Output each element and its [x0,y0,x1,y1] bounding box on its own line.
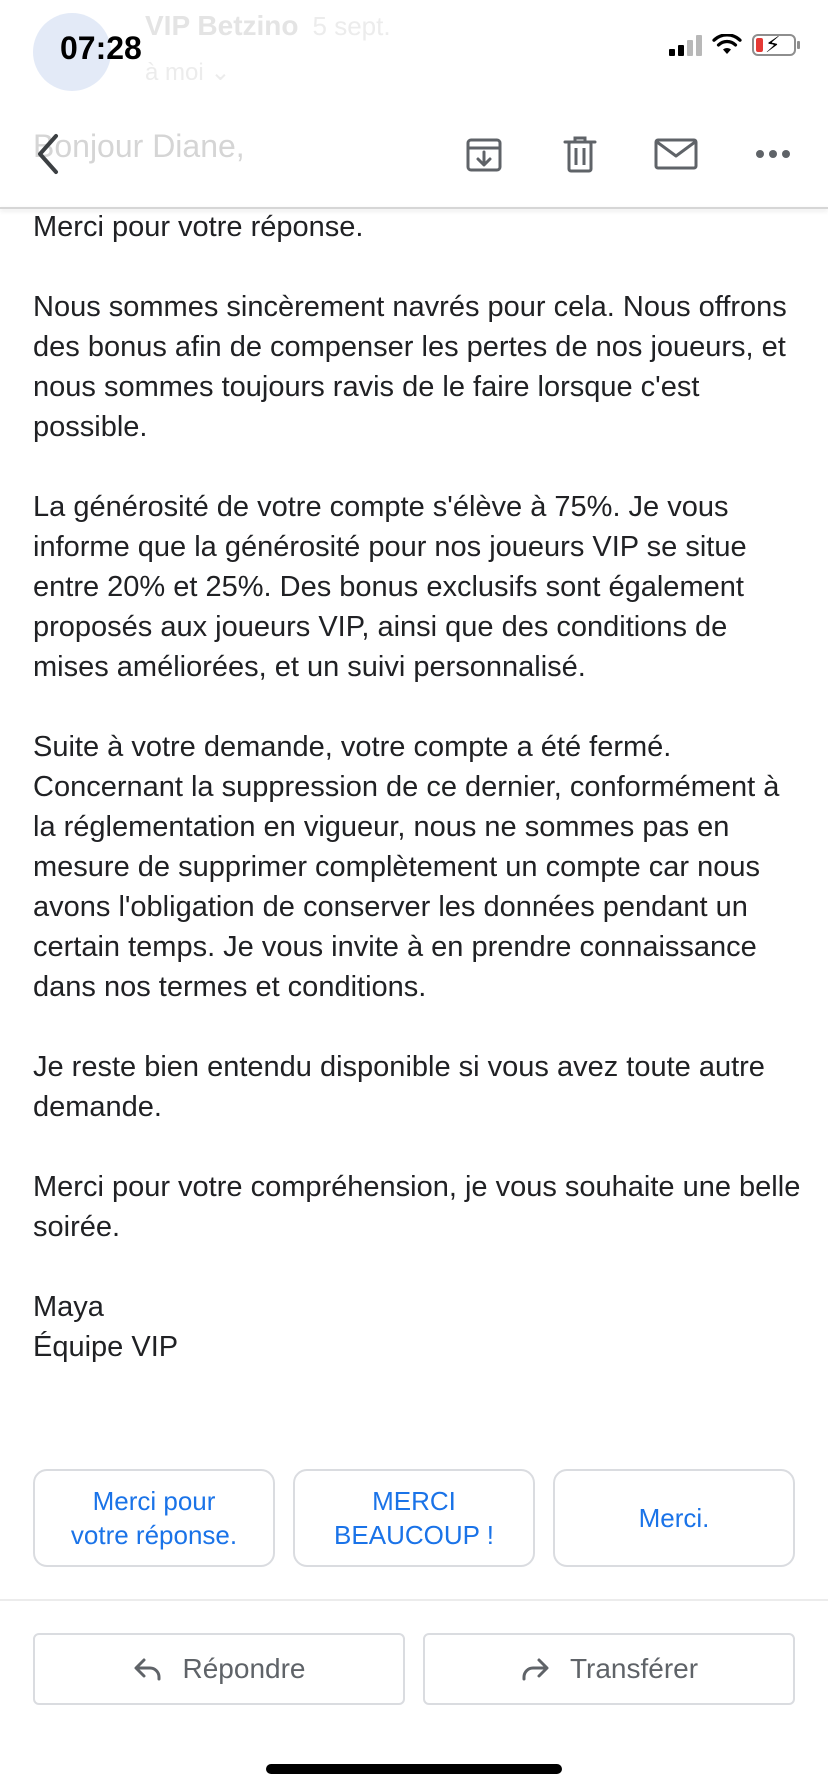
chevron-down-icon: ⌄ [210,59,231,86]
trash-icon [562,134,598,174]
forward-button[interactable] [423,1633,795,1705]
mail-icon [654,137,698,171]
wifi-icon [712,34,742,56]
sender-line [145,10,391,42]
recipient-line [145,58,230,87]
email-paragraph: Merci pour votre réponse. [33,211,364,243]
smart-reply-button[interactable] [553,1469,795,1567]
greeting-faded: Bonjour Diane, [33,128,245,164]
archive-button[interactable] [454,100,514,208]
chevron-left-icon [34,132,62,176]
section-divider [0,1599,828,1601]
email-date: 5 sept. [312,11,391,41]
reply-icon [133,1657,163,1681]
email-paragraph: Je reste bien entendu disponible si vous avez toute autre demande. [33,1051,765,1123]
email-body [33,207,803,1367]
back-button[interactable] [18,100,78,208]
email-paragraph: Nous sommes sincèrement navrés pour cela. Nous offrons des bonus afin de compenser les pertes de nos joueurs, et nous sommes toujours ravis de le faire lorsque c'est possible. [33,291,787,443]
signature-name: Maya [33,1291,104,1323]
forward-icon [520,1657,550,1681]
forward-label: Transférer [569,1653,699,1684]
smart-reply-label: Merci. [638,1503,710,1533]
status-icons [669,34,796,56]
email-paragraph: La générosité de votre compte s'élève à 75%. Je vous informe que la générosité pour nos joueurs VIP se situe entre 20% et 25%. Des bonus exclusifs sont également proposés aux joueurs VIP, ainsi que des conditions de mises améliorées, et un suivi personnalisé. [33,491,747,683]
sender-name: VIP Betzino [145,10,299,41]
more-horizontal-icon [755,149,791,159]
smart-reply-label: BEAUCOUP ! [334,1520,494,1550]
email-signature [33,1287,803,1367]
reply-label: Répondre [182,1653,306,1684]
smart-reply-label: Merci pour [92,1486,216,1516]
home-indicator [266,1764,562,1774]
archive-icon [464,134,504,174]
delete-button[interactable] [550,100,610,208]
email-toolbar [0,100,828,208]
smart-reply-button[interactable] [293,1469,535,1567]
email-paragraph: Merci pour votre compréhension, je vous souhaite une belle soirée. [33,1171,801,1243]
email-paragraph: Suite à votre demande, votre compte a été fermé. Concernant la suppression de ce dernier, conformément à la réglementation en vigueur, nous ne sommes pas en mesure de supprimer complètement un compte car nous avons l'obligation de conserver les données pendant un certain temps. Je vous invite à en prendre connaissance dans nos termes et conditions. [33,731,780,1003]
smart-reply-label: votre réponse. [70,1520,238,1550]
smart-reply-label: MERCI [372,1486,456,1516]
signature-team: Équipe VIP [33,1331,179,1363]
battery-icon: ⚡ [752,34,796,56]
smart-reply-button[interactable] [33,1469,275,1567]
more-options-button[interactable] [748,100,798,208]
cellular-signal-icon [669,34,702,56]
recipient-label: à moi [145,59,204,86]
reply-button[interactable] [33,1633,405,1705]
mark-unread-button[interactable] [648,100,704,208]
status-time: 07:28 [60,30,142,66]
